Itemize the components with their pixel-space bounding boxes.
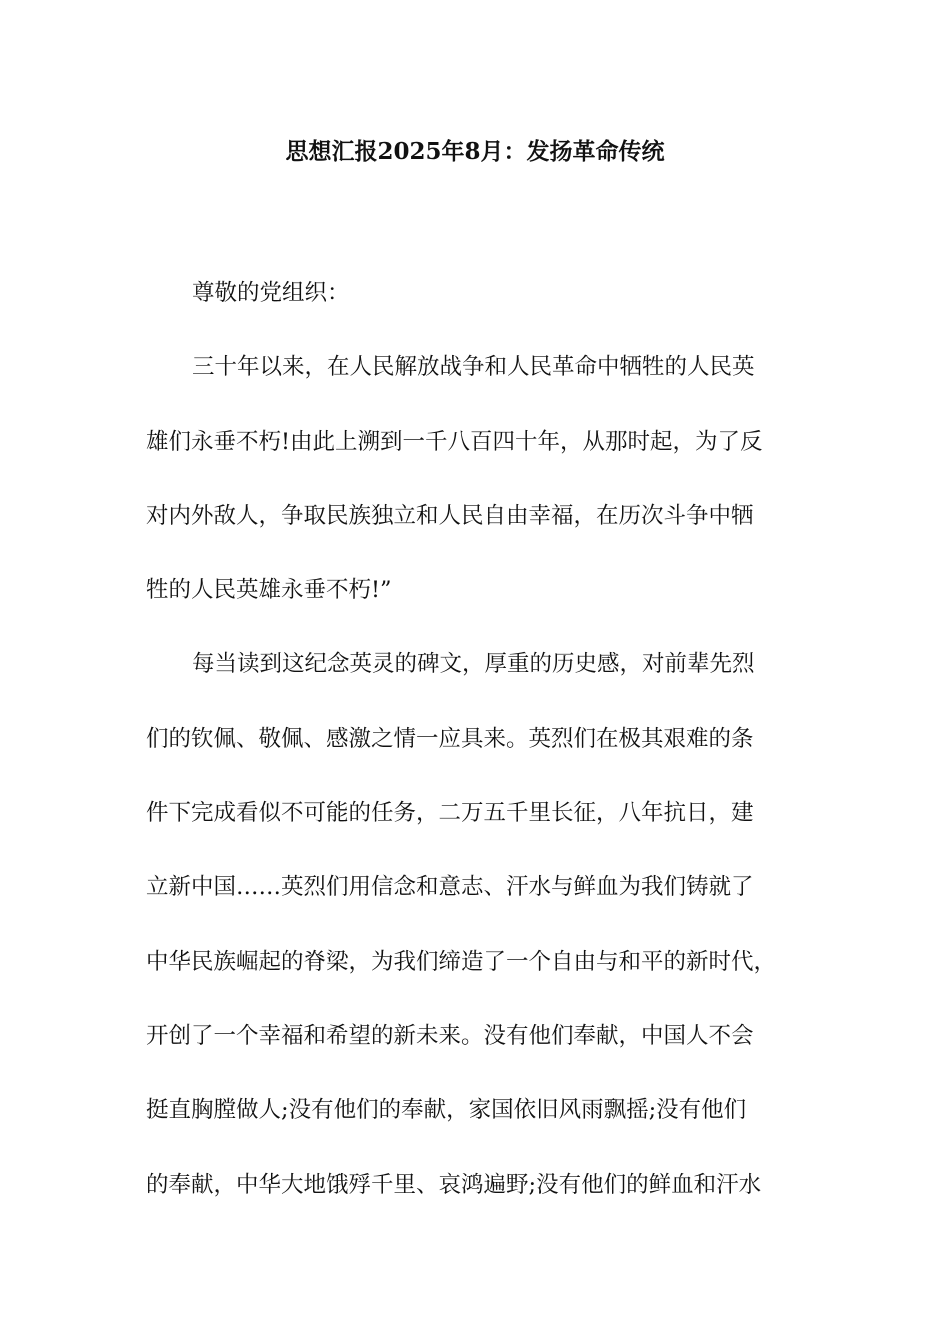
paragraph-line: 开创了一个幸福和希望的新未来。没有他们奉献，中国人不会: [146, 1022, 754, 1049]
paragraph-line: 三十年以来，在人民解放战争和人民革命中牺牲的人民英: [192, 354, 755, 381]
salutation: 尊敬的党组织：: [192, 280, 350, 306]
paragraph-line: 们的钦佩、敬佩、感激之情一应具来。英烈们在极其艰难的条: [146, 725, 754, 752]
paragraph-line: 牲的人民英雄永垂不朽!”: [146, 577, 392, 604]
paragraph-line: 的奉献，中华大地饿殍千里、哀鸿遍野;没有他们的鲜血和汗水: [146, 1171, 762, 1198]
paragraph-line: 雄们永垂不朽!由此上溯到一千八百四十年，从那时起，为了反: [146, 428, 763, 455]
paragraph-line: 对内外敌人，争取民族独立和人民自由幸福，在历次斗争中牺: [146, 502, 754, 529]
paragraph-line: 立新中国……英烈们用信念和意志、汗水与鲜血为我们铸就了: [146, 874, 754, 901]
paragraph-line: 挺直胸膛做人;没有他们的奉献，家国依旧风雨飘摇;没有他们: [146, 1097, 747, 1124]
document-body: [146, 256, 806, 1222]
paragraph-line: 件下完成看似不可能的任务，二万五千里长征，八年抗日，建: [146, 800, 754, 827]
paragraph-line: 每当读到这纪念英灵的碑文，厚重的历史感，对前辈先烈: [192, 651, 755, 678]
paragraph-line: 中华民族崛起的脊梁，为我们缔造了一个自由与和平的新时代，: [146, 948, 777, 975]
document-title: 思想汇报2025年8月：发扬革命传统: [285, 138, 665, 165]
